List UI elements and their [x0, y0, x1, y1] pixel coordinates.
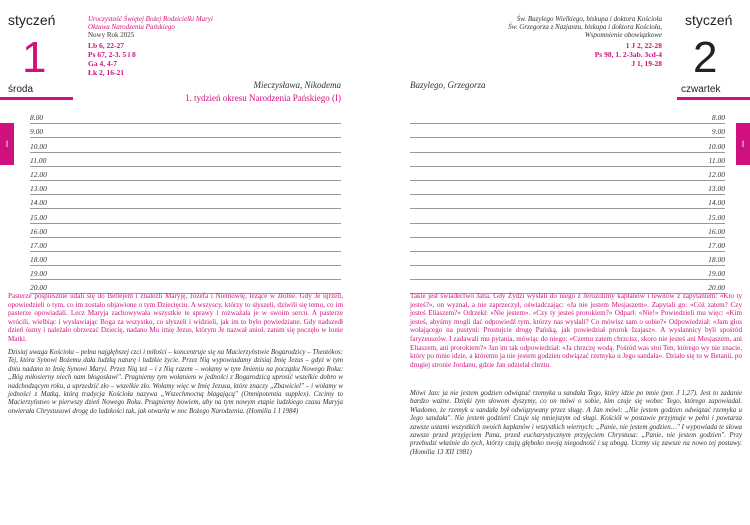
accent-bar — [0, 97, 73, 100]
gospel-text: Takie jest świadectwo Jana. Gdy Żydzi wysłali do niego z Jerozolimy kapłanów i lewitów z zapytaniem: «Kto ty jesteś?», on wyznał, a nie zaprzeczył, oświadczając: «Ja nie jestem Mesjaszem». Zapytali go: «Cóż zatem? Czy jesteś Eliaszem?» Odrzekł: «Nie jestem». «Czy ty jesteś prorokiem?» Odparł: «Nie!» Powiedzieli mu więc: «Kim jesteś, abyśmy mogli dać odpowiedź tym, którzy nas wysłali? Co mówisz sam o sobie?» Odpowiedział: «Jam głos wołającego na pustyni: Prostujcie drogę Pańską, jak powiedział prorok Izajasz». A wysłannicy byli spośród faryzeuszów. I zadawali mu pytania, mówiąc do niego: «Czemu zatem chrzcisz, skoro nie jesteś ani Mesjaszem, ani Eliaszem, ani prorokiem?» Jan im tak odpowiedział: «Ja chrzczę wodą. Pośród was stoi Ten, którego wy nie znacie, który po mnie idzie, a któremu ja nie jestem godzien odwiązać rzemyka u Jego sandała». Działo się to w Betanii, po drugiej stronie Jordanu, gdzie Jan udzielał chrztu. — [410, 292, 742, 369]
commentary-text: Dzisiaj uwaga Kościoła – pełna najgłębszej czci i miłości – koncentruje się na Macierzyństwie Bogarodzicy – Theotókos: Tej, która Synowi Bożemu dała ludzką naturę i ludzkie życie. Przez Nią wypowiadamy dzisiaj Imię Jezus – gdyż w tym dniu nadano to Imię Synowi Maryi. Przez Nią też – i z Nią razem – wołamy w tym Imieniu na początku Nowego Roku: „Bóg miłosierny niech nam błogosławi". Pragniemy tym wołaniem w jedności z Bogarodzicą uprosić wszelkie dobro w nadchodzącym roku, a uprzedzić zło – wszelkie zło. Wołamy więc w Imię Jezusa, które znaczy „Zbawiciel" – i wołamy w jedności z Matką, którą tradycja Kościoła nazywa „Wszechmocną błagającą" (Omnipotentia supplex). Czcimy to Macierzyństwo w pierwszy dzień Nowego Roku. Pragniemy bowiem, aby na tym nowym etapie ludzkiego czasu Maryja otwierała Chrystusowi drogę do ludzkości tak, jak otwarła w noc Bożego Narodzenia. (Homilia 1 I 1984) — [8, 349, 343, 415]
hour-line[interactable]: 17.00 — [30, 238, 341, 252]
feast-title: Uroczystość Świętej Bożej Rodzicielki Maryi — [88, 15, 213, 23]
hour-line[interactable]: 15.00 — [410, 209, 725, 223]
month-tab[interactable]: I — [0, 123, 14, 165]
commentary-text: Mówi Jan: ja nie jestem godzien odwiązać rzemyka u sandała Tego, który idzie po mnie (por. J 1,27). Jest to zadanie bardzo ważne. Dzięki tym słowom dyszymy, co on mówi o sobie, kim czuje się wobec Tego, którego zapowiadał. Wiadomo, że rzemyk u sandała był odwiązywany przez sługę. A Jan mówi: „Nie jestem godzien odwiązać rzemyka u Jego sandała". Nie jestem godzien! Czuje się mniejszym od sługi. Kościół w postawie przyjmuje w pełni i powtarza zawsze ustami wszystkich swoich kapłanów i wszystkich wiernych: „Panie, nie jestem godzien…" I wypowiada te słowa zawsze przed przyjęciem Pana, przed eucharystycznym przyjęciem Chrystusa: „Panie, nie jestem godzien". Przy przebudzi właśnie do tych, którzy czują głęboko swoją niegodność i są ubogą. Uczmy się zawsze na nowo tej postawy. (Homilia 13 XII 1981) — [410, 390, 742, 456]
name-day: Mieczysława, Nikodema — [253, 80, 341, 90]
reading-1: 1 J 2, 22-28 — [625, 41, 662, 50]
day-number: 2 — [693, 33, 718, 82]
hour-line[interactable]: 11.00 — [30, 153, 341, 167]
readings-list — [555, 41, 662, 68]
hour-line[interactable]: 9.00 — [410, 124, 725, 138]
hour-line[interactable]: 12.00 — [410, 167, 725, 181]
accent-bar — [677, 97, 750, 100]
reading-2: Ps 67, 2-3. 5 i 8 — [88, 50, 136, 59]
hour-line[interactable]: 12.00 — [30, 167, 341, 181]
reading-2: Ps 98, 1. 2-3ab. 3cd-4 — [594, 50, 662, 59]
right-page — [375, 0, 750, 525]
reading-3: Ga 4, 4-7 — [88, 59, 117, 68]
hour-line[interactable]: 18.00 — [410, 252, 725, 266]
hour-line[interactable]: 19.00 — [410, 266, 725, 280]
feast-header — [455, 15, 662, 40]
hour-line[interactable]: 9.00 — [30, 124, 341, 138]
hour-line[interactable]: 11.00 — [410, 153, 725, 167]
hour-line[interactable]: 16.00 — [30, 224, 341, 238]
day-number: 1 — [22, 33, 47, 82]
readings-list — [88, 41, 136, 77]
hour-line[interactable]: 8.00 — [30, 110, 341, 124]
new-year-label: Nowy Rok 2025 — [88, 31, 135, 40]
weekday-label: środa — [8, 84, 34, 95]
reading-4: Łk 2, 16-21 — [88, 68, 125, 77]
hour-line[interactable]: 10.00 — [30, 138, 341, 152]
saint-line-1: Św. Bazylego Wielkiego, biskupa i doktora Kościoła — [516, 15, 662, 23]
hour-line[interactable]: 17.00 — [410, 238, 725, 252]
feast-octave: Oktawa Narodzenia Pańskiego — [88, 23, 175, 32]
reading-1: Lb 6, 22-27 — [88, 41, 125, 50]
hour-line[interactable]: 14.00 — [410, 195, 725, 209]
saint-line-2: Św. Grzegorza z Nazjanzu, biskupa i doktora Kościoła, — [508, 23, 662, 32]
memorial-label: Wspomnienie obowiązkowe — [584, 31, 662, 40]
month-label: styczeń — [8, 12, 56, 28]
hour-line[interactable]: 10.00 — [410, 138, 725, 152]
hour-line[interactable]: 13.00 — [30, 181, 341, 195]
reading-3: J 1, 19-28 — [631, 59, 662, 68]
liturgical-period: 1. tydzień okresu Narodzenia Pańskiego (I) — [185, 93, 341, 103]
gospel-text: Pasterze pospiesznie udali się do Betlejem i znaleźli Maryję, Józefa i Niemowlę, leżące w żłobie. Gdy Je ujrzeli, opowiedzieli o tym, co im zostało objawione o tym Dziecięciu. A wszyscy, którzy to słyszeli, dziwili się temu, co im pasterze opowiadali. Lecz Maryja zachowywała wszystkie te sprawy i rozważała je w swoim sercu. A pasterze wrócili, wielbiąc i wysławiając Boga za wszystko, co słyszeli i widzieli, jak im to było powiedziane. Gdy nadszedł dzień ósmy i należało obrzezać Dziecię, nadano Mu imię Jezus, którym Je nazwał anioł, zanim się poczęło w łonie Matki. — [8, 292, 343, 343]
hour-schedule — [410, 110, 725, 294]
name-day: Bazylego, Grzegorza — [410, 80, 486, 90]
hour-line[interactable]: 20.00 — [30, 280, 341, 294]
weekday-label: czwartek — [681, 84, 721, 95]
hour-line[interactable]: 19.00 — [30, 266, 341, 280]
hour-schedule — [30, 110, 341, 294]
hour-line[interactable]: 16.00 — [410, 224, 725, 238]
hour-line[interactable]: 20.00 — [410, 280, 725, 294]
month-tab[interactable]: I — [736, 123, 750, 165]
hour-line[interactable]: 15.00 — [30, 209, 341, 223]
hour-line[interactable]: 8.00 — [410, 110, 725, 124]
month-label: styczeń — [685, 12, 733, 28]
hour-line[interactable]: 18.00 — [30, 252, 341, 266]
feast-header — [88, 15, 213, 40]
hour-line[interactable]: 14.00 — [30, 195, 341, 209]
hour-line[interactable]: 13.00 — [410, 181, 725, 195]
